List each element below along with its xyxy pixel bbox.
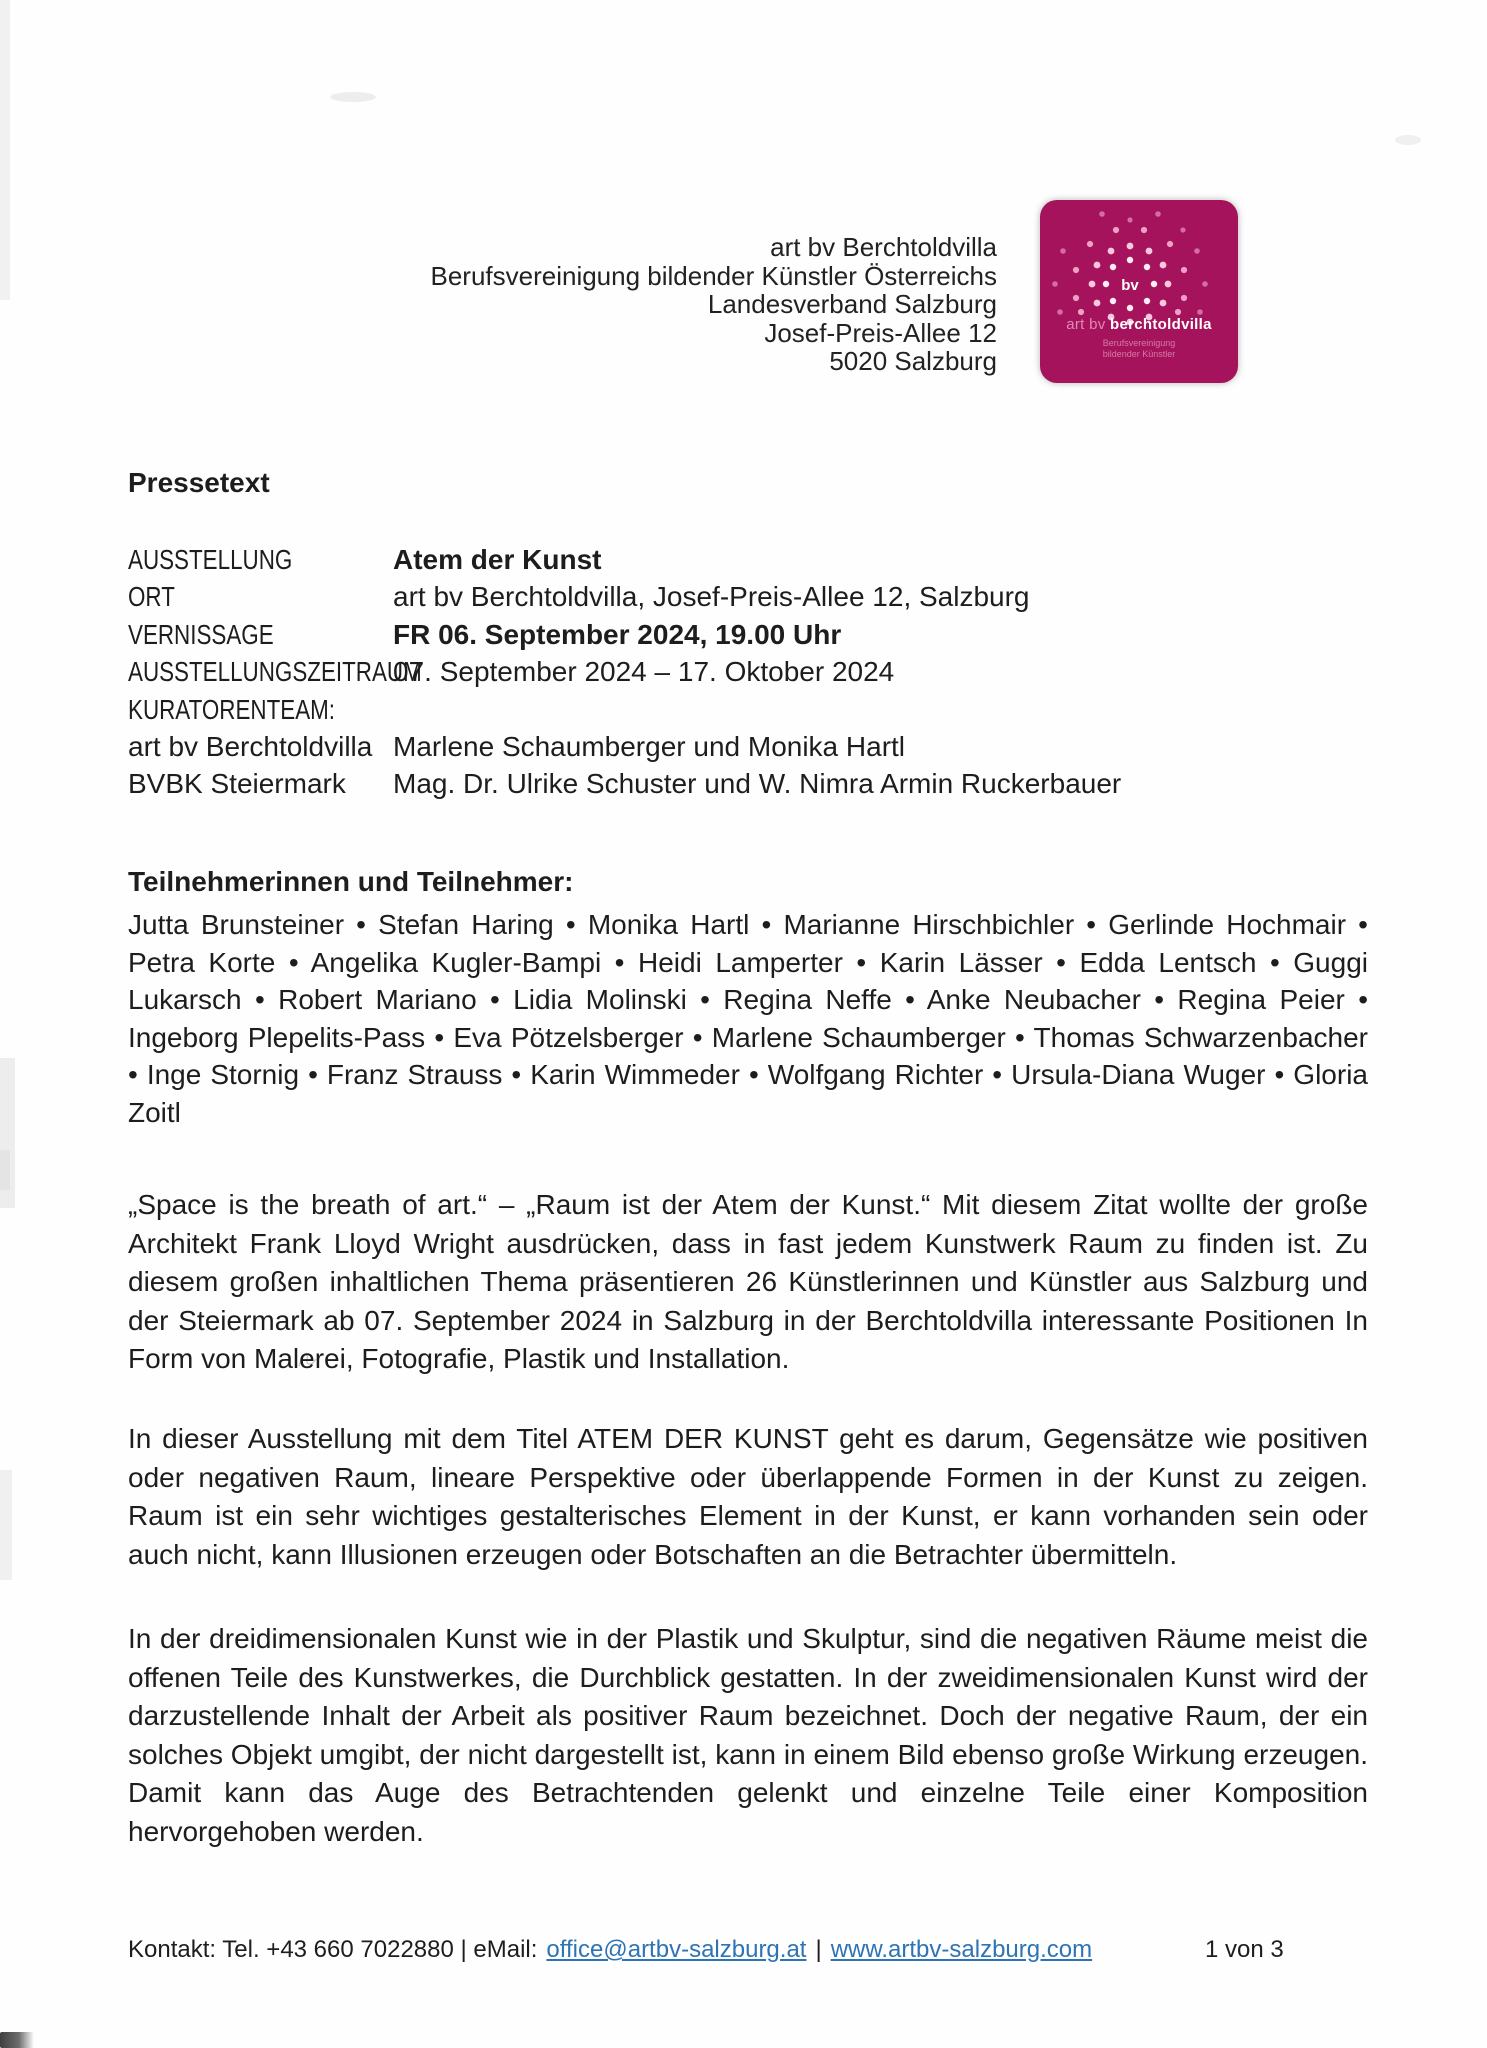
footer-contact-text: Kontakt: Tel. +43 660 7022880 | eMail: xyxy=(128,1936,538,1963)
letterhead-line: Landesverband Salzburg xyxy=(707,289,997,320)
scan-artifact xyxy=(330,92,376,102)
body-paragraph-3: In der dreidimensionalen Kunst wie in der Plastik und Skulptur, sind die negativen Räume meist die offenen Teile des Kunstwerkes, die Durchblick gestatten. In der zweidimensionalen Kunst wird der darzustellende Inhalt der Arbeit als positiver Raum bezeichnet. Doch der negative Raum, der ein solches Objekt umgibt, der nicht dargestellt ist, kann in einem Bild ebenso große Wirkung erzeugen. Damit kann das Auge des Betrachtenden gelenkt und einzelne Teile einer Komposition hervorgehoben werden. xyxy=(128,1623,1368,1847)
footer-separator: | xyxy=(815,1936,822,1963)
logo-subtitle-line: bildender Künstler xyxy=(1102,349,1176,359)
logo-title-bold: berchtoldvilla xyxy=(1110,316,1212,333)
info-value: Atem der Kunst xyxy=(393,544,602,575)
logo-title xyxy=(1040,316,1238,333)
scan-artifact xyxy=(0,2032,34,2048)
info-row-artbv xyxy=(128,728,1368,765)
info-label: AUSSTELLUNGSZEITRAUM xyxy=(128,656,422,688)
info-label: art bv Berchtoldvilla xyxy=(128,731,373,763)
logo-subtitle-line: Berufsvereinigung xyxy=(1102,338,1176,348)
info-row-kuratorenteam xyxy=(128,691,1368,728)
info-row-ausstellung xyxy=(128,541,1368,578)
info-value: art bv Berchtoldvilla, Josef-Preis-Allee 12, Salzburg xyxy=(393,581,1030,613)
document-title: Pressetext xyxy=(128,467,270,498)
info-value xyxy=(393,691,1368,728)
info-row-zeitraum xyxy=(128,653,1368,690)
info-label: BVBK Steiermark xyxy=(128,768,346,800)
logo-title-light: art bv xyxy=(1066,316,1106,333)
letterhead-line: art bv Berchtoldvilla xyxy=(770,232,997,262)
scan-artifact xyxy=(0,0,10,300)
letterhead xyxy=(430,233,997,376)
info-label: KURATORENTEAM: xyxy=(128,693,336,725)
info-label: AUSSTELLUNG xyxy=(128,544,293,575)
info-row-vernissage xyxy=(128,616,1368,653)
info-row-bvbk xyxy=(128,765,1368,802)
body-paragraph-2: In dieser Ausstellung mit dem Titel ATEM DER KUNST geht es darum, Gegensätze wie positiven oder negativen Raum, lineare Perspektive oder überlappende Formen in der Kunst zu zeigen. Raum ist ein sehr wichtiges gestalterisches Element in der Kunst, er kann vorhanden sein oder auch nicht, kann Illusionen erzeugen oder Botschaften an die Betrachter übermitteln. xyxy=(128,1423,1368,1570)
email-link[interactable]: office@artbv-salzburg.at xyxy=(546,1936,807,1963)
page-number: 1 von 3 xyxy=(1205,1936,1284,1963)
logo-bv-monogram: bv xyxy=(1121,277,1139,294)
participants-list: Jutta Brunsteiner • Stefan Haring • Monika Hartl • Marianne Hirschbichler • Gerlinde Hochmair • Petra Korte • Angelika Kugler-Bampi • Heidi Lamperter • Karin Lässer • Edda Lentsch • Guggi Lukarsch • Robert Mariano • Lidia Molinski • Regina Neffe • Anke Neubacher • Regina Peier • Ingeborg Plepelits-Pass • Eva Pötzelsberger • Marlene Schaumberger • Thomas Schwarzenbacher • Inge Stornig • Franz Strauss • Karin Wimmeder • Wolfgang Richter • Ursula-Diana Wuger • Gloria Zoitl xyxy=(128,909,1368,1128)
info-row-ort xyxy=(128,578,1368,615)
info-value: Marlene Schaumberger und Monika Hartl xyxy=(393,731,906,763)
info-value: FR 06. September 2024, 19.00 Uhr xyxy=(393,618,842,650)
info-value: 07. September 2024 – 17. Oktober 2024 xyxy=(393,656,895,688)
scan-artifact xyxy=(0,1150,10,1190)
exhibition-info-table xyxy=(128,541,1368,803)
website-link[interactable]: www.artbv-salzburg.com xyxy=(830,1936,1093,1963)
info-label: ORT xyxy=(128,581,175,613)
body-paragraph-1: „Space is the breath of art.“ – „Raum ist der Atem der Kunst.“ Mit diesem Zitat wollte der große Architekt Frank Lloyd Wright ausdrücken, dass in fast jedem Kunstwerk Raum zu finden ist. Zu diesem großen inhaltlichen Thema präsentieren 26 Künstlerinnen und Künstler aus Salzburg und der Steiermark ab 07. September 2024 in Salzburg in der Berchtoldvilla interessante Positionen In Form von Malerei, Fotografie, Plastik und Installation. xyxy=(128,1189,1368,1375)
info-label: VERNISSAGE xyxy=(128,618,274,650)
scan-artifact xyxy=(0,1058,15,1208)
artbv-logo xyxy=(1040,200,1238,383)
letterhead-line: Josef-Preis-Allee 12 xyxy=(764,317,997,348)
scan-artifact xyxy=(0,1470,12,1580)
letterhead-line: 5020 Salzburg xyxy=(829,346,997,377)
letterhead-line: Berufsvereinigung bildender Künstler Österreichs xyxy=(430,260,997,291)
participants-heading: Teilnehmerinnen und Teilnehmer: xyxy=(128,866,574,897)
footer-contact xyxy=(128,1936,1092,1964)
logo-subtitle xyxy=(1040,338,1238,360)
scan-artifact xyxy=(1395,135,1421,145)
info-value: Mag. Dr. Ulrike Schuster und W. Nimra Armin Ruckerbauer xyxy=(393,768,1122,800)
